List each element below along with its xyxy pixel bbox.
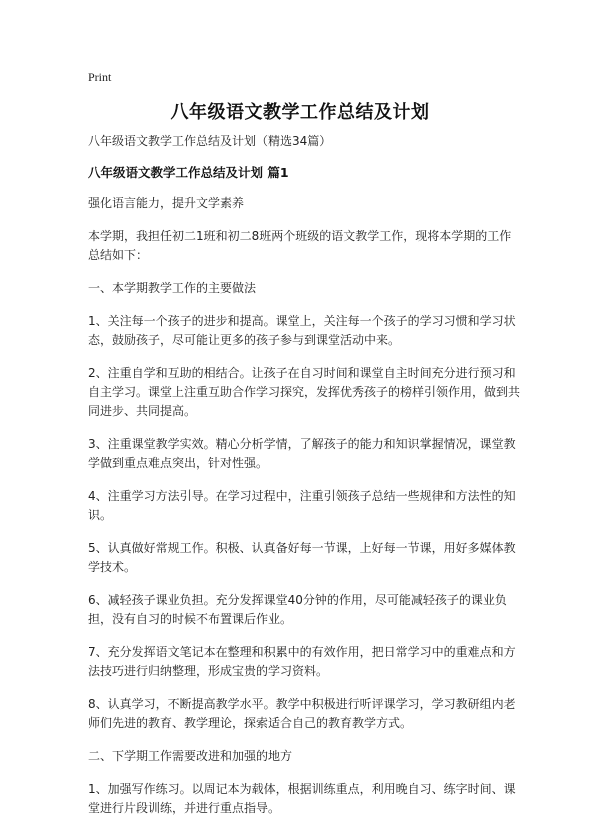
section-heading: 八年级语文教学工作总结及计划 篇1: [88, 165, 289, 180]
paragraph: 3、注重课堂教学实效。精心分析学情，了解孩子的能力和知识掌握情况，课堂教学做到重点难点突出，针对性强。: [88, 437, 516, 470]
print-label[interactable]: Print: [88, 70, 112, 84]
paragraph: 4、注重学习方法引导。在学习过程中，注重引领孩子总结一些规律和方法性的知识。: [88, 489, 516, 522]
document-subtitle: 八年级语文教学工作总结及计划（精选34篇）: [88, 134, 332, 148]
paragraph: 5、认真做好常规工作。积极、认真备好每一节课，上好每一节课，用好多媒体教学技术。: [88, 541, 516, 574]
paragraph: 本学期，我担任初二1班和初二8班两个班级的语文教学工作，现将本学期的工作总结如下：: [88, 229, 512, 262]
paragraph: 1、加强写作练习。以周记本为载体，根据训练重点，利用晚自习、练字时间、课堂进行片段训练，并进行重点指导。: [88, 782, 516, 815]
paragraph: 6、减轻孩子课业负担。充分发挥课堂40分钟的作用，尽可能减轻孩子的课业负担，没有自习的时候不布置课后作业。: [88, 593, 507, 626]
paragraph: 1、关注每一个孩子的进步和提高。课堂上，关注每一个孩子的学习习惯和学习状态，鼓励孩子，尽可能让更多的孩子参与到课堂活动中来。: [88, 314, 516, 347]
paragraph: 二、下学期工作需要改进和加强的地方: [88, 749, 293, 763]
document-title: 八年级语文教学工作总结及计划: [170, 102, 430, 123]
paragraph: 2、注重自学和互助的相结合。让孩子在自习时间和课堂自主时间充分进行预习和自主学习。课堂上注重互助合作学习探究，发挥优秀孩子的榜样引领作用，做到共同进步、共同提高。: [88, 366, 521, 418]
paragraph: 一、本学期教学工作的主要做法: [88, 281, 257, 295]
paragraph: 8、认真学习，不断提高教学水平。教学中积极进行听评课学习，学习教研组内老师们先进的教育、教学理论，探索适合自己的教育教学方式。: [88, 697, 516, 730]
document-body: [88, 132, 520, 832]
paragraph: 7、充分发挥语文笔记本在整理和积累中的有效作用，把日常学习中的重难点和方法技巧进行归纳整理，形成宝贵的学习资料。: [88, 645, 516, 678]
paragraph: 强化语言能力，提升文学素养: [88, 196, 245, 210]
